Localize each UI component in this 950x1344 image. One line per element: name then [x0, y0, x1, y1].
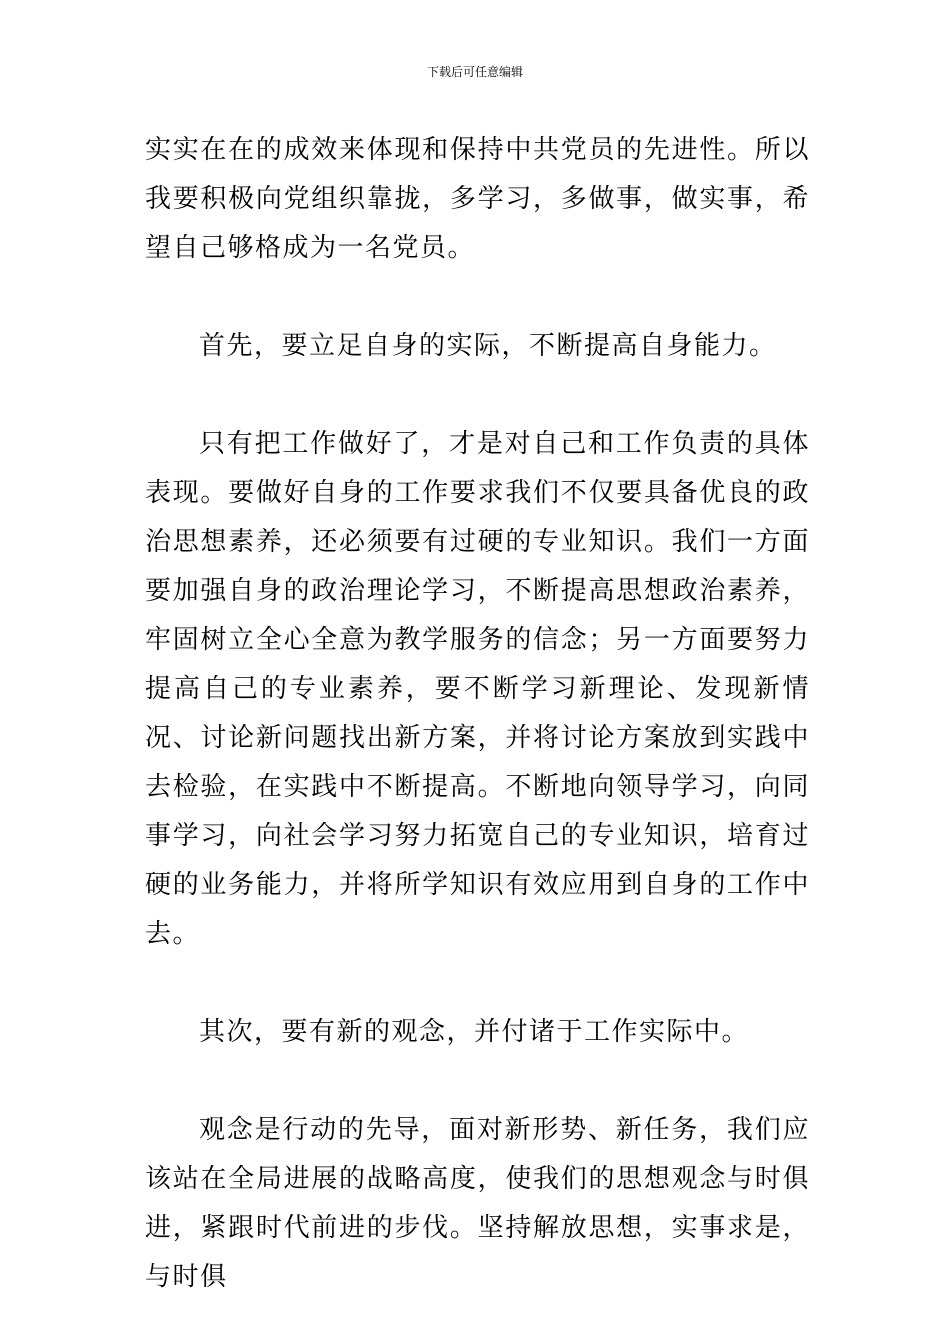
paragraph-concept: 观念是行动的先导，面对新形势、新任务，我们应该站在全局进展的战略高度，使我们的思想观念与时俱进，紧跟时代前进的步伐。坚持解放思想，实事求是，与时俱	[145, 1115, 810, 1292]
page-header: 下载后可任意编辑	[426, 65, 523, 79]
paragraph-continuation: 实实在在的成效来体现和保持中共党员的先进性。所以我要积极向党组织靠拢，多学习，多做事，做实事，希望自己够格成为一名党员。	[145, 135, 810, 263]
paragraph-heading-second: 其次，要有新的观念，并付诸于工作实际中。	[199, 1017, 750, 1047]
document-body	[145, 126, 810, 1302]
paragraph-ability: 只有把工作做好了，才是对自己和工作负责的具体表现。要做好自身的工作要求我们不仅要具备优良的政治思想素养，还必须要有过硬的专业知识。我们一方面要加强自身的政治理论学习，不断提高思想政治素养，牢固树立全心全意为教学服务的信念；另一方面要努力提高自己的专业素养，要不断学习新理论、发现新情况、讨论新问题找出新方案，并将讨论方案放到实践中去检验，在实践中不断提高。不断地向领导学习，向同事学习，向社会学习努力拓宽自己的专业知识，培育过硬的业务能力，并将所学知识有效应用到自身的工作中去。	[145, 429, 810, 949]
paragraph-heading-first: 首先，要立足自身的实际，不断提高自身能力。	[199, 331, 777, 361]
